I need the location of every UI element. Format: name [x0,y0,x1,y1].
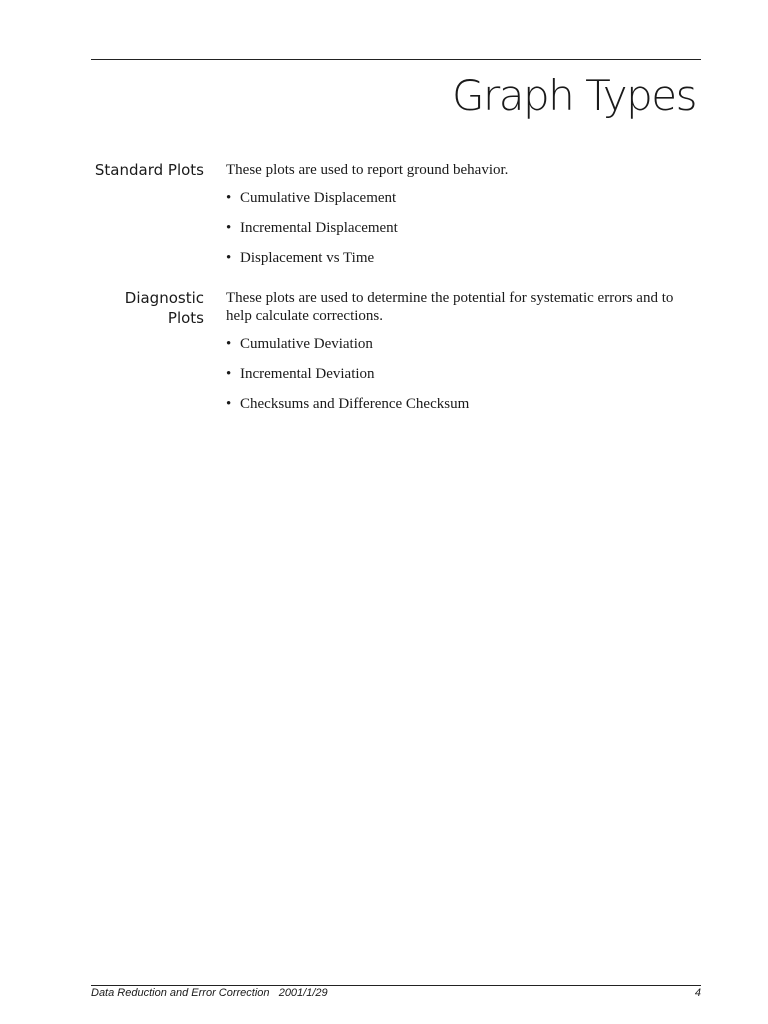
bullet-icon: • [226,220,232,236]
list-item [226,249,702,267]
section-intro: These plots are used to report ground behavior. [226,162,509,178]
list-item [226,365,702,383]
section-label-line: Plots [167,309,204,327]
list-item-label: Incremental Deviation [240,366,375,382]
bullet-list [226,189,702,267]
list-item [226,189,702,207]
bullet-icon: • [226,190,232,206]
section-label: Standard Plots [94,161,204,179]
section-label-line: Diagnostic [124,289,204,307]
bullet-icon: • [226,396,232,412]
list-item-label: Displacement vs Time [240,250,375,266]
list-item [226,395,702,413]
list-item-label: Cumulative Deviation [240,336,373,352]
section-intro: These plots are used to determine the potential for systematic errors and to help calculate corrections. [226,290,674,324]
list-item-label: Cumulative Displacement [240,190,397,206]
bullet-icon: • [226,336,232,352]
footer-document-info: Data Reduction and Error Correction 2001/1/29 [91,987,328,999]
section-label [91,288,204,328]
page-number: 4 [694,987,701,999]
bullet-list [226,335,702,413]
header-rule [91,59,701,60]
bullet-icon: • [226,366,232,382]
page-title: Graph Types [451,71,696,120]
list-item [226,335,702,353]
section-body [226,161,702,279]
section-body [226,289,702,425]
list-item [226,219,702,237]
bullet-icon: • [226,250,232,266]
list-item-label: Incremental Displacement [240,220,398,236]
list-item-label: Checksums and Difference Checksum [240,396,470,412]
